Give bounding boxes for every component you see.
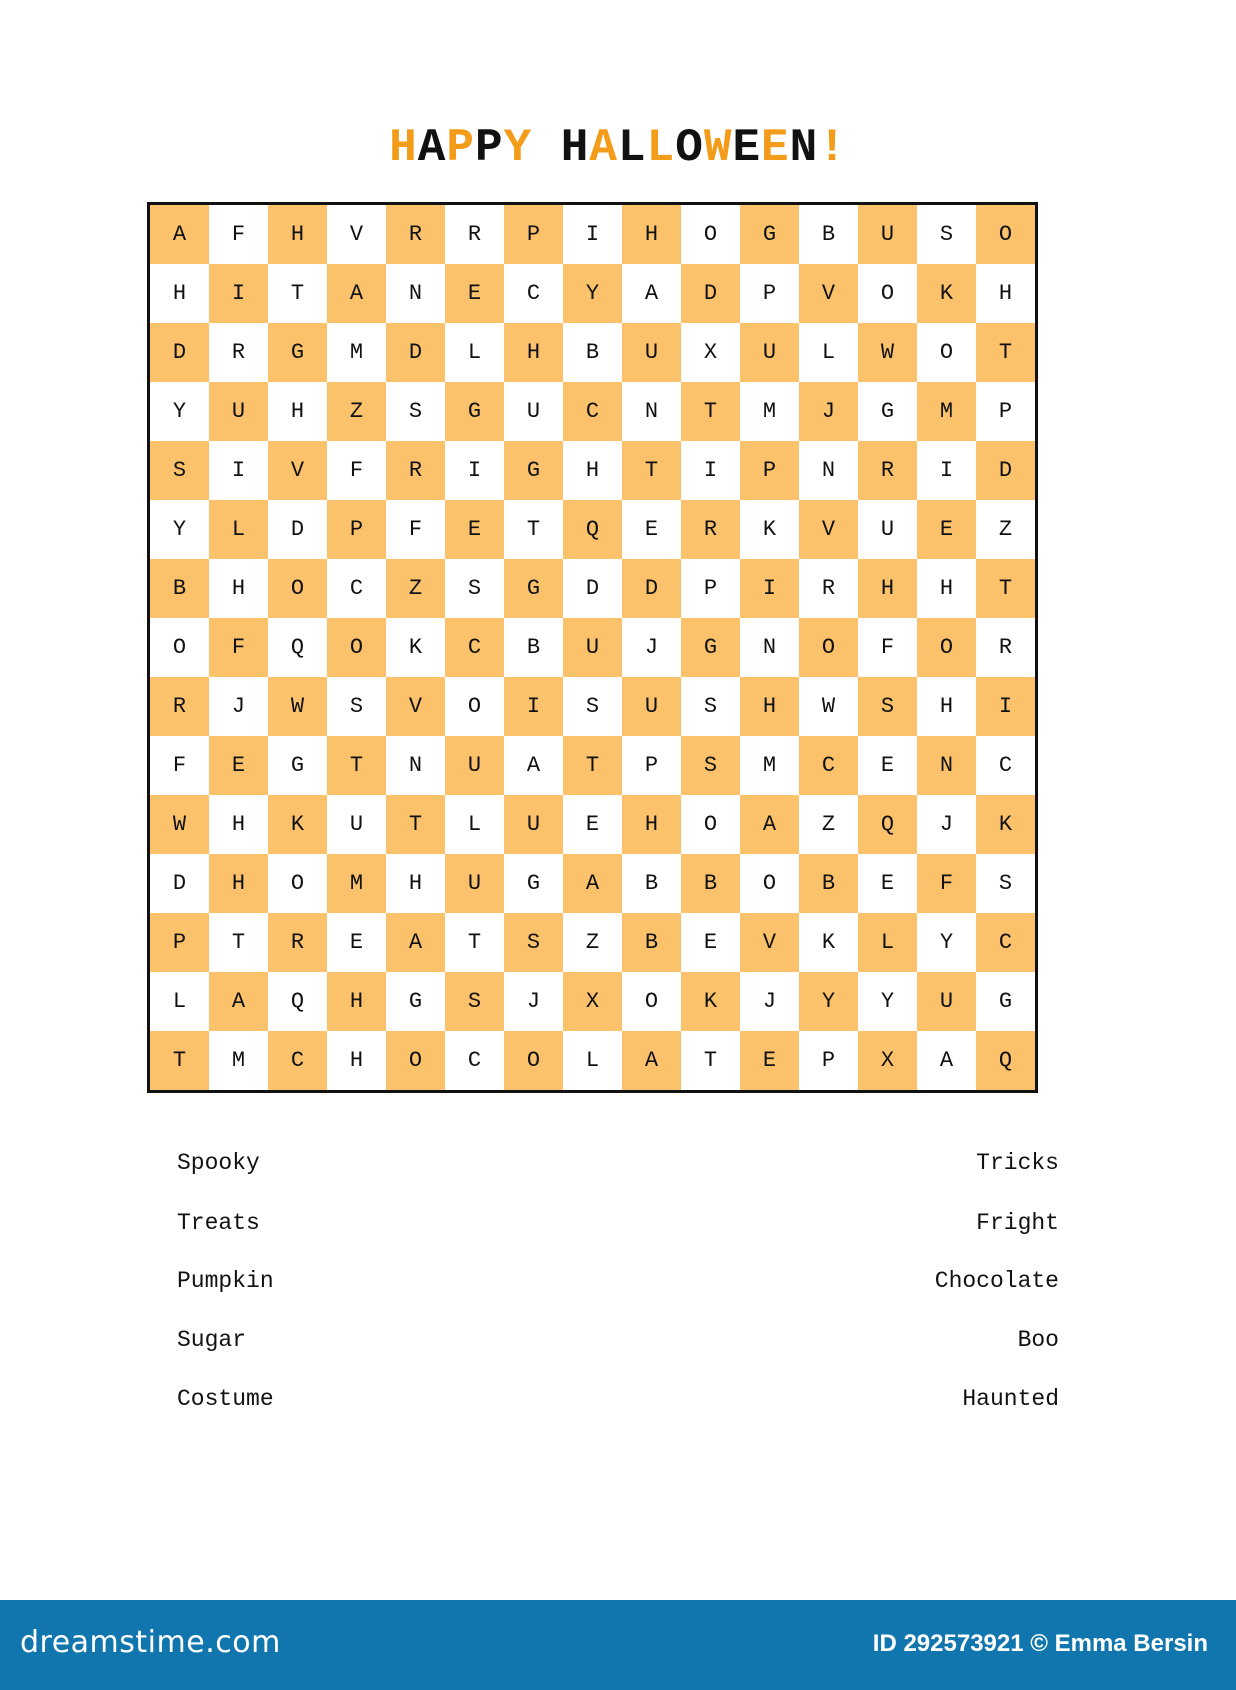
grid-cell[interactable]: A	[150, 205, 209, 264]
grid-cell[interactable]: F	[231, 222, 246, 247]
grid-cell[interactable]: I	[703, 458, 718, 483]
grid-cell[interactable]: J	[644, 635, 659, 660]
grid-cell[interactable]: F	[209, 618, 268, 677]
grid-cell[interactable]: U	[445, 854, 504, 913]
grid-cell[interactable]: K	[408, 635, 423, 660]
grid-cell[interactable]: E	[349, 930, 364, 955]
grid-cell[interactable]: R	[150, 677, 209, 736]
title-letter	[532, 122, 561, 174]
grid-cell[interactable]: H	[622, 205, 681, 264]
word-item: Boo	[1017, 1327, 1059, 1353]
grid-cell[interactable]: D	[622, 559, 681, 618]
grid-cell[interactable]: O	[917, 618, 976, 677]
grid-cell[interactable]: U	[858, 205, 917, 264]
grid-cell[interactable]: X	[703, 340, 718, 365]
grid-cell[interactable]: Z	[821, 812, 836, 837]
grid-cell[interactable]: S	[504, 913, 563, 972]
title-letter: A	[417, 122, 447, 174]
title-letter: H	[389, 122, 418, 174]
word-search-grid	[147, 202, 1038, 1093]
grid-cell[interactable]: S	[408, 399, 423, 424]
grid-cell[interactable]: E	[209, 736, 268, 795]
grid-cell[interactable]: S	[150, 441, 209, 500]
grid-cell[interactable]: E	[445, 264, 504, 323]
puzzle-title	[0, 122, 1236, 174]
title-letter: W	[703, 122, 733, 174]
grid-cell[interactable]: S	[939, 222, 954, 247]
grid-cell[interactable]: U	[622, 677, 681, 736]
grid-cell[interactable]: S	[703, 694, 718, 719]
grid-cell[interactable]: F	[349, 458, 364, 483]
grid-cell[interactable]: U	[740, 323, 799, 382]
grid-cell[interactable]: N	[762, 635, 777, 660]
grid-cell[interactable]: Z	[998, 517, 1013, 542]
grid-cell[interactable]: G	[504, 559, 563, 618]
grid-cell[interactable]: F	[408, 517, 423, 542]
grid-cell[interactable]: G	[880, 399, 895, 424]
grid-cell[interactable]: K	[681, 972, 740, 1031]
word-item: Treats	[177, 1210, 260, 1236]
grid-cell[interactable]: P	[762, 281, 777, 306]
grid-cell[interactable]: N	[821, 458, 836, 483]
grid-cell[interactable]: T	[467, 930, 482, 955]
grid-cell[interactable]: A	[740, 795, 799, 854]
grid-cell[interactable]: I	[504, 677, 563, 736]
grid-cell[interactable]: H	[290, 399, 305, 424]
grid-cell[interactable]: G	[998, 989, 1013, 1014]
grid-cell[interactable]: T	[622, 441, 681, 500]
grid-cell[interactable]: C	[976, 913, 1035, 972]
grid-cell[interactable]: U	[504, 795, 563, 854]
grid-cell[interactable]: F	[917, 854, 976, 913]
grid-cell[interactable]: O	[172, 635, 187, 660]
grid-cell[interactable]: J	[939, 812, 954, 837]
grid-cell[interactable]: C	[998, 753, 1013, 778]
grid-cell[interactable]: G	[445, 382, 504, 441]
grid-cell[interactable]: L	[209, 500, 268, 559]
title-letter: !	[818, 122, 847, 174]
grid-cell[interactable]: U	[349, 812, 364, 837]
grid-cell[interactable]: C	[445, 618, 504, 677]
grid-cell[interactable]: W	[858, 323, 917, 382]
grid-cell[interactable]: G	[681, 618, 740, 677]
grid-cell[interactable]: Y	[799, 972, 858, 1031]
grid-cell[interactable]: L	[858, 913, 917, 972]
grid-cell[interactable]: Z	[386, 559, 445, 618]
grid-cell[interactable]: Y	[172, 517, 187, 542]
grid-cell[interactable]: B	[799, 854, 858, 913]
grid-cell[interactable]: D	[976, 441, 1035, 500]
grid-cell[interactable]: H	[231, 812, 246, 837]
grid-cell[interactable]: H	[585, 458, 600, 483]
grid-cell[interactable]: L	[172, 989, 187, 1014]
grid-cell[interactable]: L	[821, 340, 836, 365]
grid-cell[interactable]: A	[622, 1031, 681, 1090]
grid-cell[interactable]: A	[644, 281, 659, 306]
grid-cell[interactable]: K	[976, 795, 1035, 854]
grid-cell[interactable]: C	[467, 1048, 482, 1073]
grid-cell[interactable]: P	[740, 441, 799, 500]
grid-cell[interactable]: O	[703, 222, 718, 247]
word-item: Sugar	[177, 1327, 247, 1353]
grid-cell[interactable]: O	[976, 205, 1035, 264]
word-item: Spooky	[177, 1150, 260, 1176]
grid-cell[interactable]: P	[703, 576, 718, 601]
grid-cell[interactable]: A	[327, 264, 386, 323]
grid-cell[interactable]: T	[681, 382, 740, 441]
grid-cell[interactable]: H	[408, 871, 423, 896]
grid-cell[interactable]: H	[231, 576, 246, 601]
grid-cell[interactable]: H	[740, 677, 799, 736]
grid-cell[interactable]: I	[467, 458, 482, 483]
grid-cell[interactable]: J	[799, 382, 858, 441]
grid-cell[interactable]: I	[976, 677, 1035, 736]
grid-cell[interactable]: U	[526, 399, 541, 424]
grid-cell[interactable]: W	[821, 694, 836, 719]
grid-cell[interactable]: V	[799, 500, 858, 559]
title-letter: O	[675, 122, 704, 174]
grid-cell[interactable]: R	[386, 441, 445, 500]
grid-cell[interactable]: H	[622, 795, 681, 854]
grid-cell[interactable]: T	[386, 795, 445, 854]
grid-cell[interactable]: D	[585, 576, 600, 601]
title-letter: H	[560, 122, 590, 174]
title-letter: P	[474, 122, 504, 174]
grid-cell[interactable]: A	[386, 913, 445, 972]
grid-cell[interactable]: C	[349, 576, 364, 601]
grid-cell[interactable]: V	[268, 441, 327, 500]
grid-cell[interactable]: I	[740, 559, 799, 618]
grid-cell[interactable]: O	[799, 618, 858, 677]
grid-cell[interactable]: J	[526, 989, 541, 1014]
grid-cell[interactable]: N	[917, 736, 976, 795]
grid-cell[interactable]: J	[231, 694, 246, 719]
grid-cell[interactable]: Q	[290, 989, 305, 1014]
grid-cell[interactable]: C	[799, 736, 858, 795]
grid-cell[interactable]: B	[821, 222, 836, 247]
grid-cell[interactable]: K	[762, 517, 777, 542]
grid-cell[interactable]: L	[467, 812, 482, 837]
grid-cell[interactable]: P	[150, 913, 209, 972]
grid-cell[interactable]: H	[327, 972, 386, 1031]
word-item: Chocolate	[934, 1268, 1059, 1294]
grid-cell[interactable]: H	[858, 559, 917, 618]
grid-cell[interactable]: T	[526, 517, 541, 542]
grid-cell[interactable]: N	[408, 753, 423, 778]
grid-cell[interactable]: G	[290, 753, 305, 778]
grid-cell[interactable]: B	[681, 854, 740, 913]
grid-cell[interactable]: T	[150, 1031, 209, 1090]
grid-cell[interactable]: O	[880, 281, 895, 306]
title-letter: P	[446, 122, 475, 174]
grid-cell[interactable]: K	[268, 795, 327, 854]
grid-cell[interactable]: R	[386, 205, 445, 264]
grid-cell[interactable]: H	[939, 694, 954, 719]
grid-cell[interactable]: O	[703, 812, 718, 837]
grid-cell[interactable]: E	[880, 753, 895, 778]
grid-cell[interactable]: P	[998, 399, 1013, 424]
word-item: Costume	[177, 1386, 274, 1412]
grid-cell[interactable]: U	[622, 323, 681, 382]
grid-cell[interactable]: O	[290, 871, 305, 896]
grid-cell[interactable]: S	[585, 694, 600, 719]
image-credit: ID 292573921 © Emma Bersin	[872, 1630, 1208, 1657]
grid-cell[interactable]: Y	[939, 930, 954, 955]
grid-cell[interactable]: G	[268, 323, 327, 382]
grid-cell[interactable]: B	[644, 871, 659, 896]
grid-cell[interactable]: W	[268, 677, 327, 736]
grid-cell[interactable]: M	[762, 399, 777, 424]
grid-cell[interactable]: P	[821, 1048, 836, 1073]
word-item: Tricks	[976, 1150, 1059, 1176]
grid-cell[interactable]: O	[467, 694, 482, 719]
grid-cell[interactable]: Y	[563, 264, 622, 323]
grid-cell[interactable]: S	[467, 576, 482, 601]
grid-cell[interactable]: U	[563, 618, 622, 677]
grid-cell[interactable]: R	[268, 913, 327, 972]
grid-cell[interactable]: G	[408, 989, 423, 1014]
grid-cell[interactable]: F	[172, 753, 187, 778]
grid-cell[interactable]: E	[445, 500, 504, 559]
grid-cell[interactable]: R	[858, 441, 917, 500]
grid-cell[interactable]: M	[231, 1048, 246, 1073]
title-letter: N	[789, 122, 819, 174]
grid-cell[interactable]: R	[681, 500, 740, 559]
grid-cell[interactable]: Y	[172, 399, 187, 424]
grid-cell[interactable]: P	[327, 500, 386, 559]
title-letter: L	[646, 122, 676, 174]
grid-cell[interactable]: C	[563, 382, 622, 441]
grid-cell[interactable]: T	[290, 281, 305, 306]
grid-cell[interactable]: A	[563, 854, 622, 913]
grid-cell[interactable]: R	[821, 576, 836, 601]
footer-bar	[0, 1600, 1236, 1690]
grid-cell[interactable]: B	[585, 340, 600, 365]
grid-cell[interactable]: K	[917, 264, 976, 323]
grid-cell[interactable]: I	[231, 458, 246, 483]
grid-cell[interactable]: M	[327, 854, 386, 913]
grid-cell[interactable]: T	[703, 1048, 718, 1073]
grid-cell[interactable]: I	[209, 264, 268, 323]
grid-cell[interactable]: U	[917, 972, 976, 1031]
grid-cell[interactable]: D	[386, 323, 445, 382]
grid-cell[interactable]: N	[408, 281, 423, 306]
grid-cell[interactable]: Y	[880, 989, 895, 1014]
grid-cell[interactable]: O	[386, 1031, 445, 1090]
dreamstime-logo[interactable]: dreamstime.com	[20, 1625, 281, 1660]
grid-cell[interactable]: T	[327, 736, 386, 795]
grid-cell[interactable]: S	[998, 871, 1013, 896]
grid-cell[interactable]: R	[231, 340, 246, 365]
grid-cell[interactable]: E	[917, 500, 976, 559]
title-letter: L	[618, 122, 647, 174]
grid-cell[interactable]: H	[209, 854, 268, 913]
title-letter: E	[761, 122, 790, 174]
grid-cell[interactable]: M	[762, 753, 777, 778]
grid-cell[interactable]: U	[880, 517, 895, 542]
grid-cell[interactable]: O	[939, 340, 954, 365]
grid-cell[interactable]: O	[644, 989, 659, 1014]
grid-cell[interactable]: E	[703, 930, 718, 955]
title-letter: Y	[503, 122, 533, 174]
grid-cell[interactable]: J	[762, 989, 777, 1014]
grid-cell[interactable]: V	[799, 264, 858, 323]
grid-cell[interactable]: P	[504, 205, 563, 264]
grid-cell[interactable]: A	[209, 972, 268, 1031]
grid-cell[interactable]: V	[386, 677, 445, 736]
word-item: Pumpkin	[177, 1268, 274, 1294]
word-item: Fright	[976, 1210, 1059, 1236]
grid-cell[interactable]: V	[740, 913, 799, 972]
title-letter: A	[589, 122, 618, 174]
grid-cell[interactable]: B	[622, 913, 681, 972]
grid-cell[interactable]: E	[740, 1031, 799, 1090]
grid-cell[interactable]: Q	[290, 635, 305, 660]
grid-cell[interactable]: W	[150, 795, 209, 854]
grid-cell[interactable]: O	[327, 618, 386, 677]
grid-cell[interactable]: M	[917, 382, 976, 441]
grid-cell[interactable]: I	[585, 222, 600, 247]
word-item: Haunted	[962, 1386, 1059, 1412]
grid-cell[interactable]: T	[563, 736, 622, 795]
grid-cell[interactable]: D	[172, 871, 187, 896]
grid-cell[interactable]: U	[445, 736, 504, 795]
grid-cell[interactable]: R	[998, 635, 1013, 660]
grid-cell[interactable]: G	[504, 441, 563, 500]
grid-cell[interactable]: B	[150, 559, 209, 618]
grid-cell[interactable]: Q	[976, 1031, 1035, 1090]
grid-cell[interactable]: S	[445, 972, 504, 1031]
grid-cell[interactable]: T	[231, 930, 246, 955]
grid-cell[interactable]: A	[526, 753, 541, 778]
grid-cell[interactable]: L	[585, 1048, 600, 1073]
grid-cell[interactable]: H	[998, 281, 1013, 306]
grid-cell[interactable]: F	[880, 635, 895, 660]
grid-cell[interactable]: Z	[585, 930, 600, 955]
grid-cell[interactable]: G	[740, 205, 799, 264]
grid-cell[interactable]: L	[467, 340, 482, 365]
grid-cell[interactable]: O	[762, 871, 777, 896]
grid-cell[interactable]: T	[976, 559, 1035, 618]
grid-cell[interactable]: K	[821, 930, 836, 955]
grid-cell[interactable]: I	[939, 458, 954, 483]
grid-cell[interactable]: H	[349, 1048, 364, 1073]
grid-cell[interactable]: V	[349, 222, 364, 247]
grid-cell[interactable]: S	[349, 694, 364, 719]
grid-cell[interactable]: P	[644, 753, 659, 778]
grid-cell[interactable]: N	[644, 399, 659, 424]
grid-cell[interactable]: E	[585, 812, 600, 837]
grid-cell[interactable]: B	[526, 635, 541, 660]
grid-cell[interactable]: Q	[563, 500, 622, 559]
grid-cell[interactable]: H	[172, 281, 187, 306]
title-letter: E	[732, 122, 762, 174]
grid-cell[interactable]: X	[563, 972, 622, 1031]
grid-cell[interactable]: A	[939, 1048, 954, 1073]
grid-cell[interactable]: Q	[858, 795, 917, 854]
grid-cell[interactable]: H	[504, 323, 563, 382]
grid-cell[interactable]: U	[209, 382, 268, 441]
grid-cell[interactable]: Z	[327, 382, 386, 441]
grid-cell[interactable]: S	[681, 736, 740, 795]
grid-cell[interactable]: C	[526, 281, 541, 306]
grid-cell[interactable]: O	[268, 559, 327, 618]
grid-cell[interactable]: X	[858, 1031, 917, 1090]
grid-cell[interactable]: D	[150, 323, 209, 382]
grid-cell[interactable]: G	[526, 871, 541, 896]
grid-cell[interactable]: C	[268, 1031, 327, 1090]
grid-cell[interactable]: R	[467, 222, 482, 247]
grid-cell[interactable]: H	[939, 576, 954, 601]
grid-cell[interactable]: M	[349, 340, 364, 365]
grid-cell[interactable]: O	[504, 1031, 563, 1090]
grid-cell[interactable]: S	[858, 677, 917, 736]
grid-cell[interactable]: H	[268, 205, 327, 264]
grid-cell[interactable]: E	[880, 871, 895, 896]
grid-cell[interactable]: E	[644, 517, 659, 542]
grid-cell[interactable]: D	[290, 517, 305, 542]
grid-cell[interactable]: T	[976, 323, 1035, 382]
grid-cell[interactable]: D	[681, 264, 740, 323]
